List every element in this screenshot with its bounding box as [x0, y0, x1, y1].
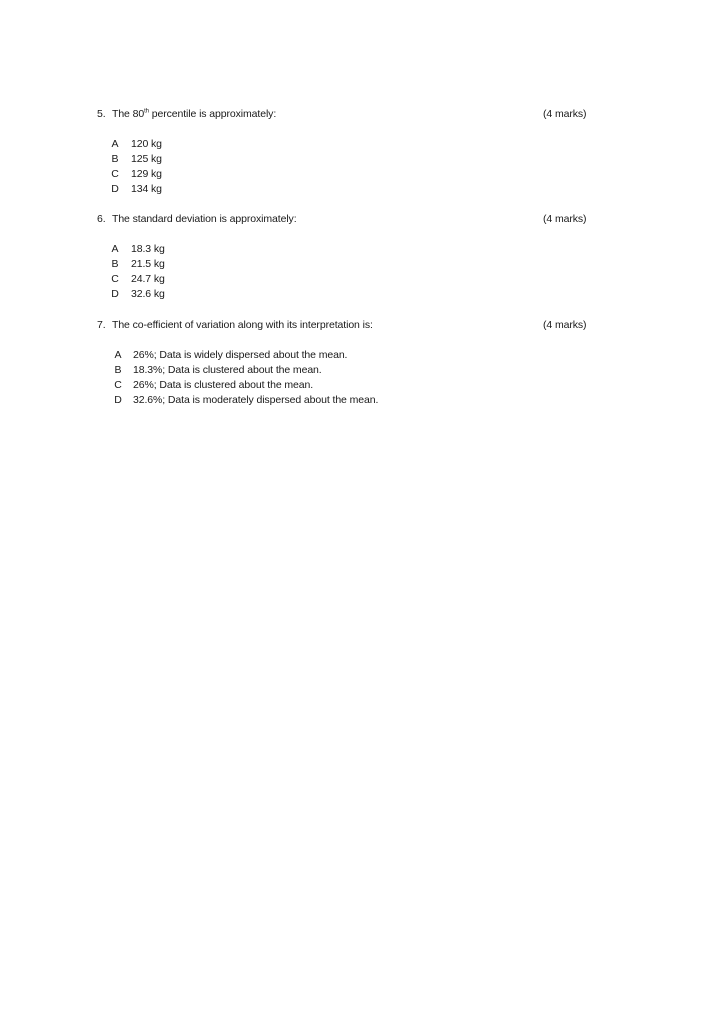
option-text: 129 kg: [131, 168, 162, 180]
question-number: 7.: [97, 319, 106, 331]
question-number: 6.: [97, 213, 106, 225]
question-text: [112, 107, 276, 121]
question-7: [0, 318, 724, 408]
question-stem: [0, 107, 724, 121]
option-text: 125 kg: [131, 153, 162, 165]
option-c: [0, 272, 724, 287]
question-text-part: percentile is approximately:: [148, 108, 277, 120]
option-text: 134 kg: [131, 183, 162, 195]
question-6: [0, 212, 724, 302]
option-list: [0, 348, 724, 408]
question-marks: (4 marks): [543, 108, 587, 120]
option-text: 32.6%; Data is moderately dispersed about the mean.: [133, 394, 379, 406]
option-a: [0, 242, 724, 257]
option-text: 26%; Data is clustered about the mean.: [133, 379, 314, 391]
option-letter: B: [111, 258, 119, 270]
option-a: [0, 348, 724, 363]
option-list: [0, 137, 724, 197]
ordinal-superscript: th: [144, 108, 149, 115]
option-d: [0, 393, 724, 408]
option-b: [0, 363, 724, 378]
option-letter: B: [114, 364, 122, 376]
question-text: The co-efficient of variation along with its interpretation is:: [112, 319, 373, 331]
option-letter: D: [114, 394, 122, 406]
option-letter: C: [111, 168, 119, 180]
option-d: [0, 182, 724, 197]
option-text: 120 kg: [131, 138, 162, 150]
question-text-part: The 80: [112, 108, 145, 120]
option-text: 26%; Data is widely dispersed about the mean.: [133, 349, 348, 361]
option-letter: D: [111, 288, 119, 300]
option-letter: D: [111, 183, 119, 195]
option-letter: A: [111, 243, 119, 255]
question-5: [0, 107, 724, 197]
question-stem: [0, 212, 724, 226]
option-d: [0, 287, 724, 302]
option-letter: A: [114, 349, 122, 361]
option-text: 24.7 kg: [131, 273, 165, 285]
option-c: [0, 167, 724, 182]
option-letter: C: [114, 379, 122, 391]
question-text: The standard deviation is approximately:: [112, 213, 297, 225]
option-letter: A: [111, 138, 119, 150]
question-stem: [0, 318, 724, 332]
option-b: [0, 152, 724, 167]
option-text: 18.3 kg: [131, 243, 165, 255]
option-letter: B: [111, 153, 119, 165]
option-text: 21.5 kg: [131, 258, 165, 270]
option-b: [0, 257, 724, 272]
option-a: [0, 137, 724, 152]
question-marks: (4 marks): [543, 213, 587, 225]
option-text: 18.3%; Data is clustered about the mean.: [133, 364, 322, 376]
question-marks: (4 marks): [543, 319, 587, 331]
option-c: [0, 378, 724, 393]
option-text: 32.6 kg: [131, 288, 165, 300]
option-list: [0, 242, 724, 302]
option-letter: C: [111, 273, 119, 285]
question-number: 5.: [97, 108, 106, 120]
